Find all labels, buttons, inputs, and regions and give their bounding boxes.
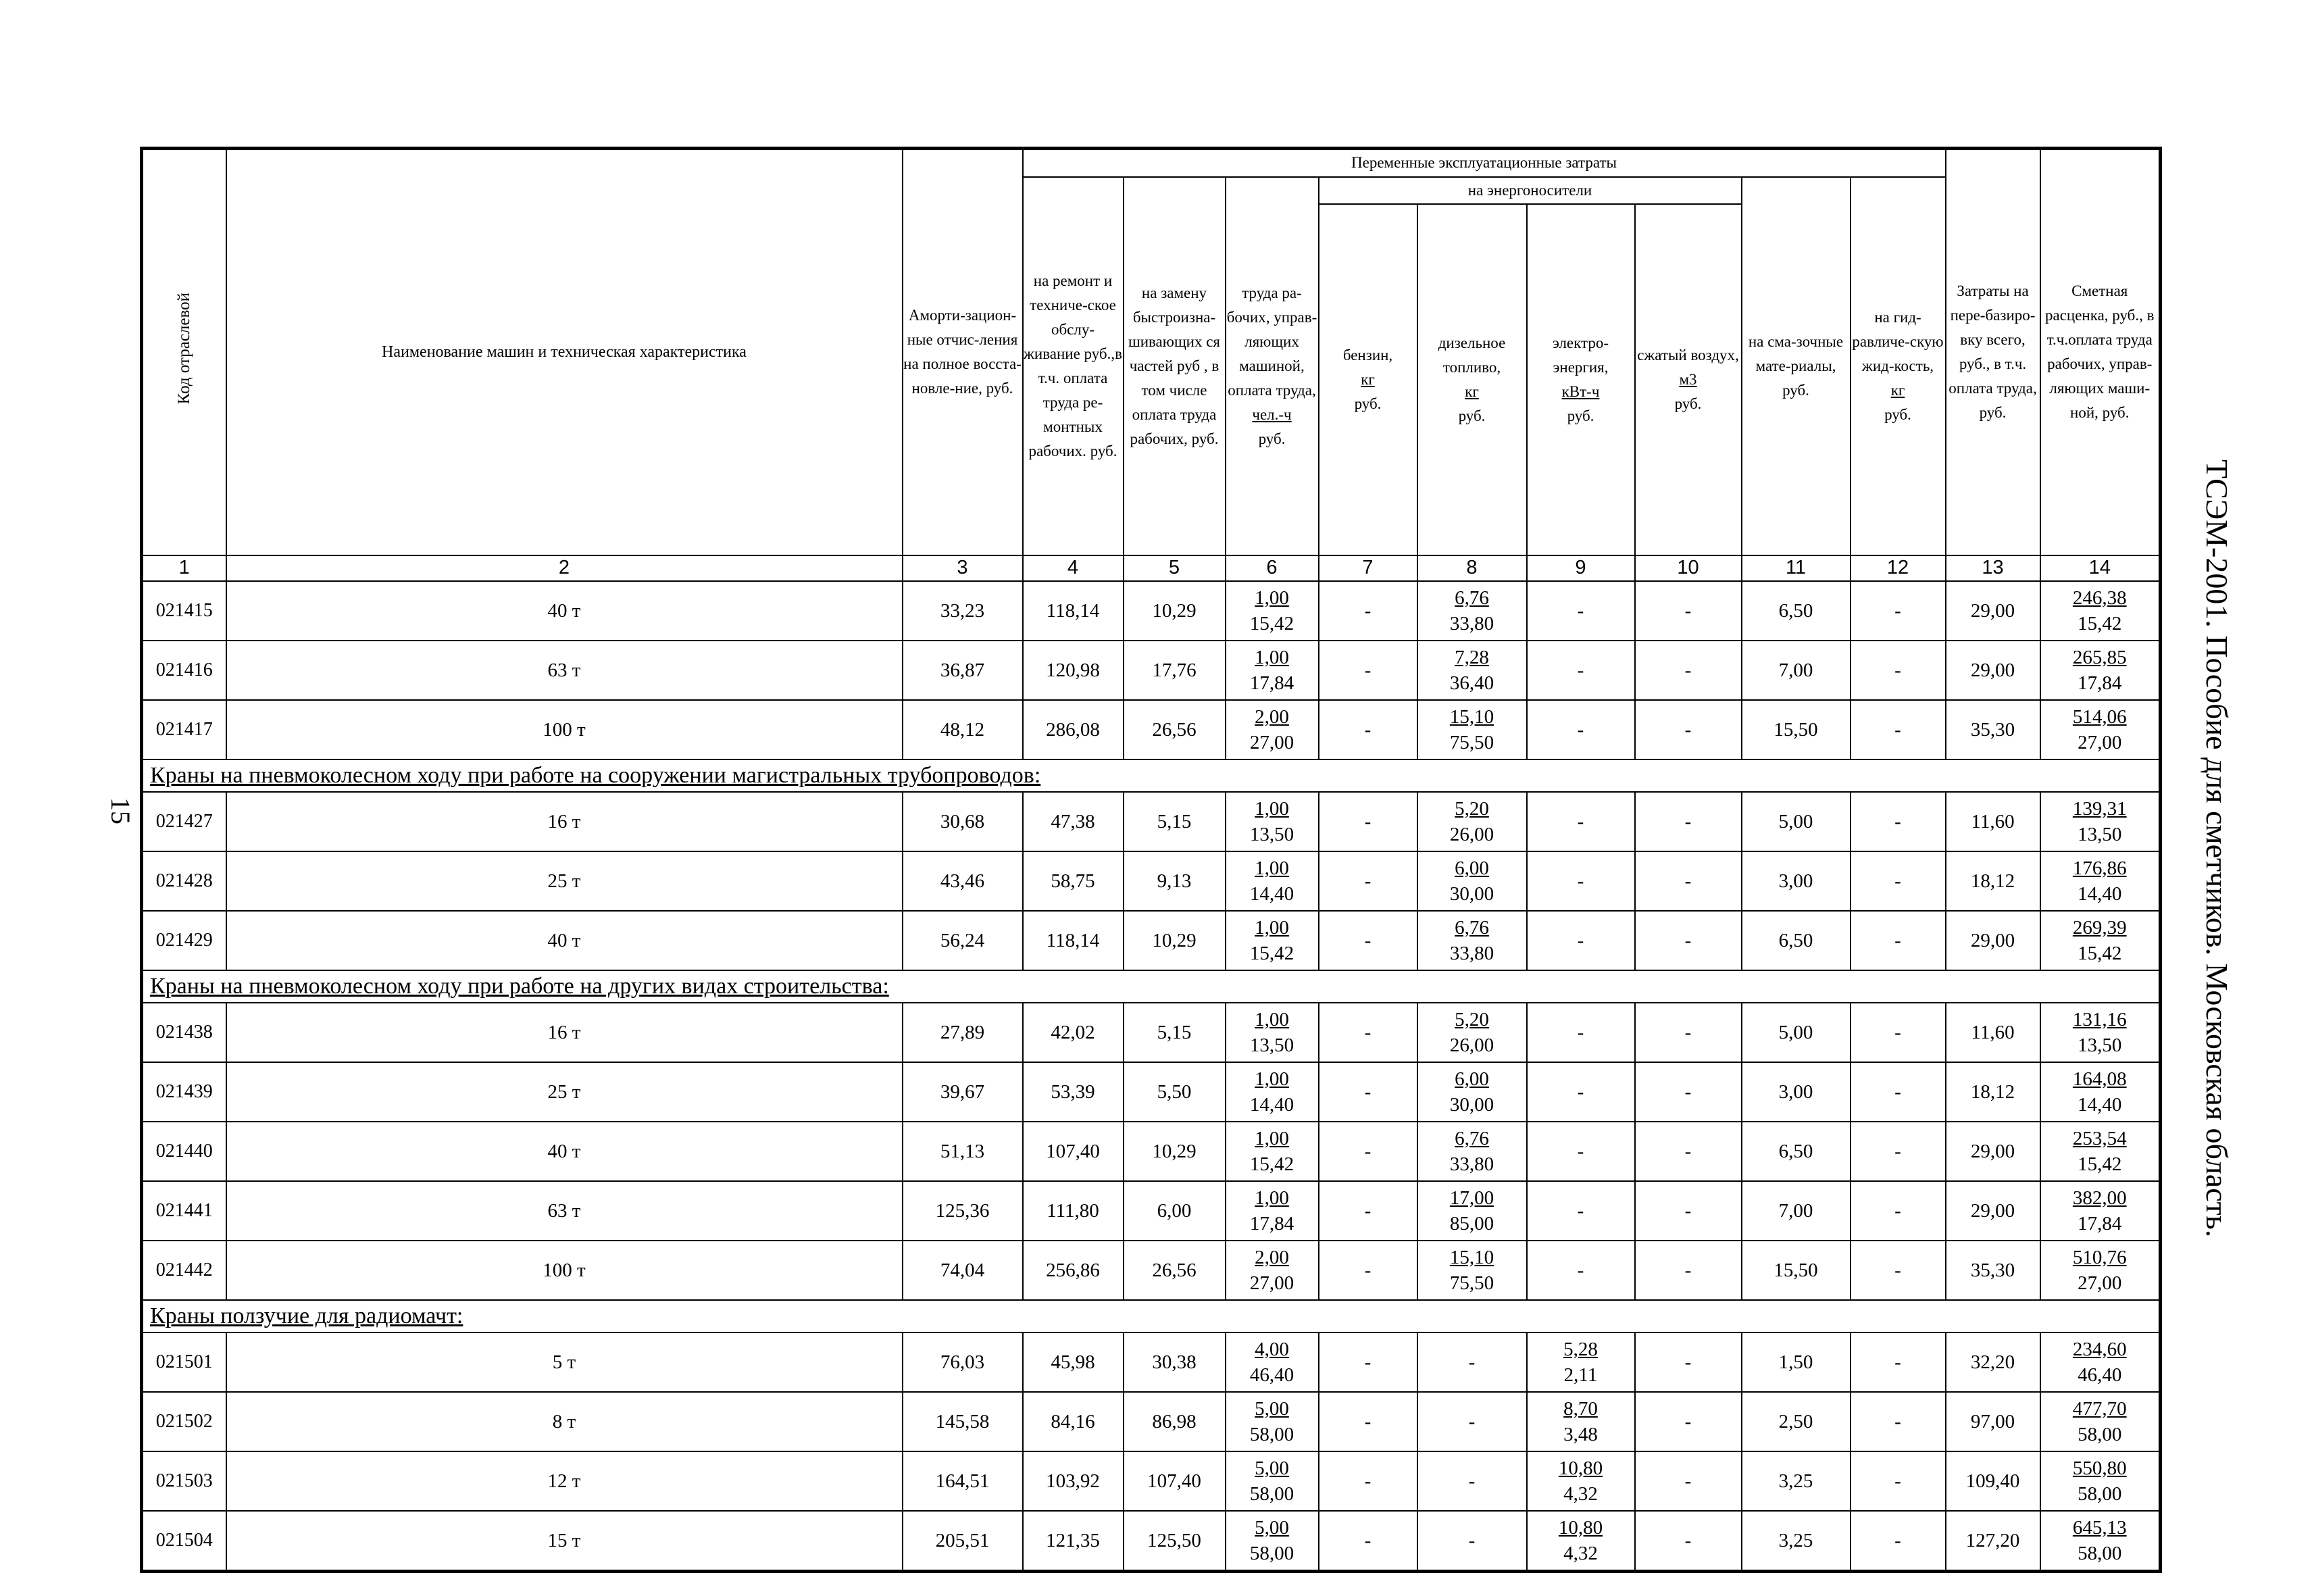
header-repair: на ремонт и техниче-ское обслу-живание руб.,в т.ч. оплата труда ре-монтных рабочих. руб. (1023, 177, 1124, 555)
column-number: 10 (1635, 555, 1742, 581)
cell-compressed-air: - (1635, 581, 1742, 641)
cell-amort: 30,68 (903, 792, 1023, 851)
machine-code: 021416 (142, 641, 226, 700)
cell-repair: 58,75 (1023, 851, 1124, 911)
cell-electricity: - (1527, 1181, 1635, 1241)
cell-compressed-air: - (1635, 1392, 1742, 1451)
cell-compressed-air: - (1635, 851, 1742, 911)
machine-code: 021501 (142, 1332, 226, 1392)
machine-cost-table (140, 147, 2162, 1573)
cell-amort: 205,51 (903, 1511, 1023, 1572)
cell-diesel: $\frac{17,00}{85,00}$ (1417, 1181, 1527, 1241)
cell-labor: $\frac{1,00}{17,84}$ (1226, 641, 1319, 700)
cell-replace: 107,40 (1124, 1451, 1226, 1511)
cell-petrol: - (1319, 641, 1417, 700)
cell-lube: 7,00 (1742, 641, 1851, 700)
header-electricity: электро-энергия, $\frac{\text{кВт-ч}}{\text{руб.}}$ (1527, 204, 1635, 555)
header-diesel: дизельное топливо, $\frac{кг}{\text{руб.}}$ (1417, 204, 1527, 555)
cell-reloc: 35,30 (1946, 1241, 2040, 1300)
machine-code: 021417 (142, 700, 226, 759)
cell-labor: $\frac{4,00}{46,40}$ (1226, 1332, 1319, 1392)
cell-electricity: - (1527, 581, 1635, 641)
table-row (142, 792, 2161, 851)
cell-rate: $\frac{139,31}{13,50}$ (2040, 792, 2161, 851)
table-row (142, 581, 2161, 641)
cell-petrol: - (1319, 1451, 1417, 1511)
machine-code: 021504 (142, 1511, 226, 1572)
cell-amort: 74,04 (903, 1241, 1023, 1300)
cell-petrol: - (1319, 700, 1417, 759)
cell-electricity: - (1527, 851, 1635, 911)
table-row (142, 1003, 2161, 1062)
cell-rate: $\frac{510,76}{27,00}$ (2040, 1241, 2161, 1300)
cell-lube: 6,50 (1742, 911, 1851, 970)
cell-reloc: 29,00 (1946, 641, 2040, 700)
cell-electricity: - (1527, 792, 1635, 851)
column-number: 14 (2040, 555, 2161, 581)
cell-rate: $\frac{514,06}{27,00}$ (2040, 700, 2161, 759)
cell-compressed-air: - (1635, 1511, 1742, 1572)
cell-repair: 103,92 (1023, 1451, 1124, 1511)
cell-amort: 39,67 (903, 1062, 1023, 1122)
cell-replace: 5,15 (1124, 792, 1226, 851)
cell-replace: 5,50 (1124, 1062, 1226, 1122)
cell-amort: 27,89 (903, 1003, 1023, 1062)
header-variable-costs: Переменные эксплуатационные затраты (1023, 149, 1946, 177)
cell-labor: $\frac{5,00}{58,00}$ (1226, 1451, 1319, 1511)
header-labor: труда ра-бочих, управ-ляющих машиной, оплата труда, $\frac{\text{чел.-ч}}{\text{руб.}}$ (1226, 177, 1319, 555)
cell-replace: 6,00 (1124, 1181, 1226, 1241)
cell-rate: $\frac{234,60}{46,40}$ (2040, 1332, 2161, 1392)
cell-diesel: $\frac{5,20}{26,00}$ (1417, 1003, 1527, 1062)
column-number: 4 (1023, 555, 1124, 581)
cell-electricity: - (1527, 700, 1635, 759)
cell-compressed-air: - (1635, 1451, 1742, 1511)
cell-hydro: - (1851, 700, 1946, 759)
cell-diesel: - (1417, 1451, 1527, 1511)
cell-hydro: - (1851, 581, 1946, 641)
cell-rate: $\frac{645,13}{58,00}$ (2040, 1511, 2161, 1572)
cell-electricity: - (1527, 1241, 1635, 1300)
machine-name: 12 т (226, 1451, 903, 1511)
table-row (142, 1122, 2161, 1181)
cell-compressed-air: - (1635, 1122, 1742, 1181)
section-header-row (142, 970, 2161, 1003)
cell-petrol: - (1319, 1122, 1417, 1181)
cell-repair: 120,98 (1023, 641, 1124, 700)
machine-code: 021428 (142, 851, 226, 911)
cell-repair: 111,80 (1023, 1181, 1124, 1241)
column-number: 12 (1851, 555, 1946, 581)
cell-repair: 107,40 (1023, 1122, 1124, 1181)
header-petrol: бензин, $\frac{кг}{\text{руб.}}$ (1319, 204, 1417, 555)
cell-lube: 2,50 (1742, 1392, 1851, 1451)
page-number: 15 (105, 797, 136, 824)
cell-diesel: $\frac{7,28}{36,40}$ (1417, 641, 1527, 700)
cell-hydro: - (1851, 1062, 1946, 1122)
machine-code: 021415 (142, 581, 226, 641)
cell-petrol: - (1319, 1332, 1417, 1392)
cell-compressed-air: - (1635, 700, 1742, 759)
machine-code: 021429 (142, 911, 226, 970)
header-name: Наименование машин и техническая характеристика (226, 149, 903, 555)
cell-petrol: - (1319, 1511, 1417, 1572)
cell-lube: 7,00 (1742, 1181, 1851, 1241)
cell-rate: $\frac{253,54}{15,42}$ (2040, 1122, 2161, 1181)
cell-hydro: - (1851, 792, 1946, 851)
cell-replace: 86,98 (1124, 1392, 1226, 1451)
cell-petrol: - (1319, 851, 1417, 911)
cell-rate: $\frac{550,80}{58,00}$ (2040, 1451, 2161, 1511)
cell-compressed-air: - (1635, 641, 1742, 700)
cell-hydro: - (1851, 1003, 1946, 1062)
cell-petrol: - (1319, 1181, 1417, 1241)
cell-reloc: 29,00 (1946, 911, 2040, 970)
cell-diesel: $\frac{15,10}{75,50}$ (1417, 1241, 1527, 1300)
cell-diesel: - (1417, 1392, 1527, 1451)
cell-amort: 76,03 (903, 1332, 1023, 1392)
cell-electricity: - (1527, 1122, 1635, 1181)
cell-hydro: - (1851, 1241, 1946, 1300)
table-row (142, 1392, 2161, 1451)
cell-rate: $\frac{246,38}{15,42}$ (2040, 581, 2161, 641)
cell-reloc: 29,00 (1946, 581, 2040, 641)
table-body (142, 581, 2161, 1572)
machine-name: 15 т (226, 1511, 903, 1572)
column-number: 7 (1319, 555, 1417, 581)
column-number: 11 (1742, 555, 1851, 581)
cell-compressed-air: - (1635, 1332, 1742, 1392)
column-number: 8 (1417, 555, 1527, 581)
machine-name: 40 т (226, 911, 903, 970)
cell-labor: $\frac{1,00}{15,42}$ (1226, 911, 1319, 970)
cell-repair: 84,16 (1023, 1392, 1124, 1451)
cell-diesel: - (1417, 1511, 1527, 1572)
cell-reloc: 32,20 (1946, 1332, 2040, 1392)
section-header-row (142, 1300, 2161, 1332)
cell-rate: $\frac{382,00}{17,84}$ (2040, 1181, 2161, 1241)
machine-name: 5 т (226, 1332, 903, 1392)
column-number: 1 (142, 555, 226, 581)
machine-name: 16 т (226, 1003, 903, 1062)
cell-lube: 5,00 (1742, 1003, 1851, 1062)
machine-code: 021442 (142, 1241, 226, 1300)
cell-hydro: - (1851, 641, 1946, 700)
cell-compressed-air: - (1635, 792, 1742, 851)
table-row (142, 700, 2161, 759)
cell-diesel: $\frac{6,76}{33,80}$ (1417, 581, 1527, 641)
cell-replace: 10,29 (1124, 911, 1226, 970)
column-number: 13 (1946, 555, 2040, 581)
cell-labor: $\frac{5,00}{58,00}$ (1226, 1392, 1319, 1451)
cell-petrol: - (1319, 1003, 1417, 1062)
cell-reloc: 127,20 (1946, 1511, 2040, 1572)
header-rate: Сметная расценка, руб., в т.ч.оплата труда рабочих, управ-ляющих маши- ной, руб. (2040, 149, 2161, 555)
cell-hydro: - (1851, 911, 1946, 970)
cell-labor: $\frac{1,00}{14,40}$ (1226, 851, 1319, 911)
cell-reloc: 11,60 (1946, 1003, 2040, 1062)
cell-electricity: $\frac{10,80}{4,32}$ (1527, 1451, 1635, 1511)
cell-rate: $\frac{477,70}{58,00}$ (2040, 1392, 2161, 1451)
cell-replace: 26,56 (1124, 1241, 1226, 1300)
machine-name: 100 т (226, 1241, 903, 1300)
cell-amort: 56,24 (903, 911, 1023, 970)
cell-labor: $\frac{5,00}{58,00}$ (1226, 1511, 1319, 1572)
cell-replace: 9,13 (1124, 851, 1226, 911)
cell-replace: 30,38 (1124, 1332, 1226, 1392)
table-row (142, 641, 2161, 700)
cell-amort: 36,87 (903, 641, 1023, 700)
cell-diesel: $\frac{15,10}{75,50}$ (1417, 700, 1527, 759)
cell-diesel: $\frac{6,76}{33,80}$ (1417, 911, 1527, 970)
cell-repair: 121,35 (1023, 1511, 1124, 1572)
cell-reloc: 18,12 (1946, 1062, 2040, 1122)
cell-diesel: $\frac{6,00}{30,00}$ (1417, 851, 1527, 911)
section-title: Краны на пневмоколесном ходу при работе на других видах строительства: (142, 970, 2161, 1003)
cell-petrol: - (1319, 1241, 1417, 1300)
cell-electricity: $\frac{10,80}{4,32}$ (1527, 1511, 1635, 1572)
cell-labor: $\frac{1,00}{13,50}$ (1226, 1003, 1319, 1062)
cell-replace: 17,76 (1124, 641, 1226, 700)
cell-hydro: - (1851, 851, 1946, 911)
cell-electricity: - (1527, 641, 1635, 700)
cell-repair: 286,08 (1023, 700, 1124, 759)
cell-electricity: $\frac{8,70}{3,48}$ (1527, 1392, 1635, 1451)
cell-lube: 1,50 (1742, 1332, 1851, 1392)
table-row (142, 1241, 2161, 1300)
cell-petrol: - (1319, 792, 1417, 851)
header-hydro: на гид-равличе-скую жид-кость, $\frac{кг}{\text{руб.}}$ (1851, 177, 1946, 555)
table-row (142, 851, 2161, 911)
cell-replace: 26,56 (1124, 700, 1226, 759)
cell-replace: 5,15 (1124, 1003, 1226, 1062)
section-header-row (142, 759, 2161, 792)
cell-electricity: $\frac{5,28}{2,11}$ (1527, 1332, 1635, 1392)
section-title: Краны на пневмоколесном ходу при работе на сооружении магистральных трубопроводов: (142, 759, 2161, 792)
cell-compressed-air: - (1635, 1241, 1742, 1300)
cell-repair: 47,38 (1023, 792, 1124, 851)
cell-reloc: 29,00 (1946, 1181, 2040, 1241)
cell-diesel: - (1417, 1332, 1527, 1392)
cell-labor: $\frac{2,00}{27,00}$ (1226, 700, 1319, 759)
cell-reloc: 109,40 (1946, 1451, 2040, 1511)
machine-code: 021440 (142, 1122, 226, 1181)
cell-amort: 43,46 (903, 851, 1023, 911)
header-energy: на энергоносители (1319, 177, 1742, 204)
header-replace: на замену быстроизна-шивающих ся частей руб , в том числе оплата труда рабочих, руб. (1124, 177, 1226, 555)
cell-lube: 3,00 (1742, 1062, 1851, 1122)
cell-diesel: $\frac{5,20}{26,00}$ (1417, 792, 1527, 851)
table-row (142, 1511, 2161, 1572)
cell-rate: $\frac{265,85}{17,84}$ (2040, 641, 2161, 700)
cell-repair: 42,02 (1023, 1003, 1124, 1062)
cell-lube: 15,50 (1742, 700, 1851, 759)
machine-name: 63 т (226, 641, 903, 700)
cell-amort: 125,36 (903, 1181, 1023, 1241)
cell-compressed-air: - (1635, 911, 1742, 970)
cell-reloc: 29,00 (1946, 1122, 2040, 1181)
cell-petrol: - (1319, 581, 1417, 641)
cell-lube: 15,50 (1742, 1241, 1851, 1300)
cell-diesel: $\frac{6,76}{33,80}$ (1417, 1122, 1527, 1181)
cell-compressed-air: - (1635, 1181, 1742, 1241)
cell-rate: $\frac{176,86}{14,40}$ (2040, 851, 2161, 911)
cell-hydro: - (1851, 1392, 1946, 1451)
cell-labor: $\frac{1,00}{13,50}$ (1226, 792, 1319, 851)
cell-lube: 6,50 (1742, 581, 1851, 641)
header-code: Код отраслевой (142, 149, 226, 555)
cell-amort: 145,58 (903, 1392, 1023, 1451)
cell-replace: 125,50 (1124, 1511, 1226, 1572)
cell-hydro: - (1851, 1511, 1946, 1572)
column-number: 6 (1226, 555, 1319, 581)
column-number: 2 (226, 555, 903, 581)
machine-name: 63 т (226, 1181, 903, 1241)
machine-name: 16 т (226, 792, 903, 851)
table-row (142, 1181, 2161, 1241)
cell-lube: 3,25 (1742, 1511, 1851, 1572)
cell-compressed-air: - (1635, 1003, 1742, 1062)
header-relocation: Затраты на пере-базиро-вку всего, руб., в т.ч. оплата труда, руб. (1946, 149, 2040, 555)
cell-replace: 10,29 (1124, 581, 1226, 641)
cell-electricity: - (1527, 911, 1635, 970)
cell-hydro: - (1851, 1451, 1946, 1511)
cell-petrol: - (1319, 1062, 1417, 1122)
machine-name: 40 т (226, 581, 903, 641)
machine-code: 021441 (142, 1181, 226, 1241)
cell-rate: $\frac{269,39}{15,42}$ (2040, 911, 2161, 970)
column-number: 9 (1527, 555, 1635, 581)
cell-petrol: - (1319, 911, 1417, 970)
machine-code: 021502 (142, 1392, 226, 1451)
table-row (142, 1062, 2161, 1122)
machine-name: 100 т (226, 700, 903, 759)
table-row (142, 1332, 2161, 1392)
cell-lube: 5,00 (1742, 792, 1851, 851)
cell-amort: 33,23 (903, 581, 1023, 641)
column-number: 5 (1124, 555, 1226, 581)
machine-code: 021439 (142, 1062, 226, 1122)
cell-reloc: 35,30 (1946, 700, 2040, 759)
cell-replace: 10,29 (1124, 1122, 1226, 1181)
cell-amort: 164,51 (903, 1451, 1023, 1511)
machine-name: 25 т (226, 851, 903, 911)
header-compressed-air: сжатый воздух, $\frac{м3}{\text{руб.}}$ (1635, 204, 1742, 555)
cell-rate: $\frac{131,16}{13,50}$ (2040, 1003, 2161, 1062)
cell-reloc: 97,00 (1946, 1392, 2040, 1451)
running-title: ТСЭМ-2001. Пособие для сметчиков. Московская область. (2200, 459, 2234, 1238)
cell-labor: $\frac{1,00}{14,40}$ (1226, 1062, 1319, 1122)
cell-diesel: $\frac{6,00}{30,00}$ (1417, 1062, 1527, 1122)
machine-code: 021503 (142, 1451, 226, 1511)
cell-rate: $\frac{164,08}{14,40}$ (2040, 1062, 2161, 1122)
cell-petrol: - (1319, 1392, 1417, 1451)
cell-labor: $\frac{2,00}{27,00}$ (1226, 1241, 1319, 1300)
cell-repair: 118,14 (1023, 911, 1124, 970)
machine-name: 8 т (226, 1392, 903, 1451)
cell-hydro: - (1851, 1122, 1946, 1181)
cell-amort: 51,13 (903, 1122, 1023, 1181)
cell-electricity: - (1527, 1003, 1635, 1062)
column-number-row (142, 555, 2161, 581)
cell-electricity: - (1527, 1062, 1635, 1122)
header-lube: на сма-зочные мате-риалы, руб. (1742, 177, 1851, 555)
cell-amort: 48,12 (903, 700, 1023, 759)
cell-labor: $\frac{1,00}{15,42}$ (1226, 1122, 1319, 1181)
machine-name: 40 т (226, 1122, 903, 1181)
machine-code: 021438 (142, 1003, 226, 1062)
cell-reloc: 11,60 (1946, 792, 2040, 851)
cell-labor: $\frac{1,00}{15,42}$ (1226, 581, 1319, 641)
cell-hydro: - (1851, 1332, 1946, 1392)
table-row (142, 1451, 2161, 1511)
cell-repair: 53,39 (1023, 1062, 1124, 1122)
column-number: 3 (903, 555, 1023, 581)
cell-compressed-air: - (1635, 1062, 1742, 1122)
cell-lube: 3,25 (1742, 1451, 1851, 1511)
section-title: Краны ползучие для радиомачт: (142, 1300, 2161, 1332)
machine-code: 021427 (142, 792, 226, 851)
cell-labor: $\frac{1,00}{17,84}$ (1226, 1181, 1319, 1241)
cell-reloc: 18,12 (1946, 851, 2040, 911)
cell-lube: 3,00 (1742, 851, 1851, 911)
cell-hydro: - (1851, 1181, 1946, 1241)
cell-repair: 45,98 (1023, 1332, 1124, 1392)
machine-name: 25 т (226, 1062, 903, 1122)
header-amort: Аморти-зацион-ные отчис-ления на полное восста-новле-ние, руб. (903, 149, 1023, 555)
cell-lube: 6,50 (1742, 1122, 1851, 1181)
cell-repair: 256,86 (1023, 1241, 1124, 1300)
table-row (142, 911, 2161, 970)
cell-repair: 118,14 (1023, 581, 1124, 641)
